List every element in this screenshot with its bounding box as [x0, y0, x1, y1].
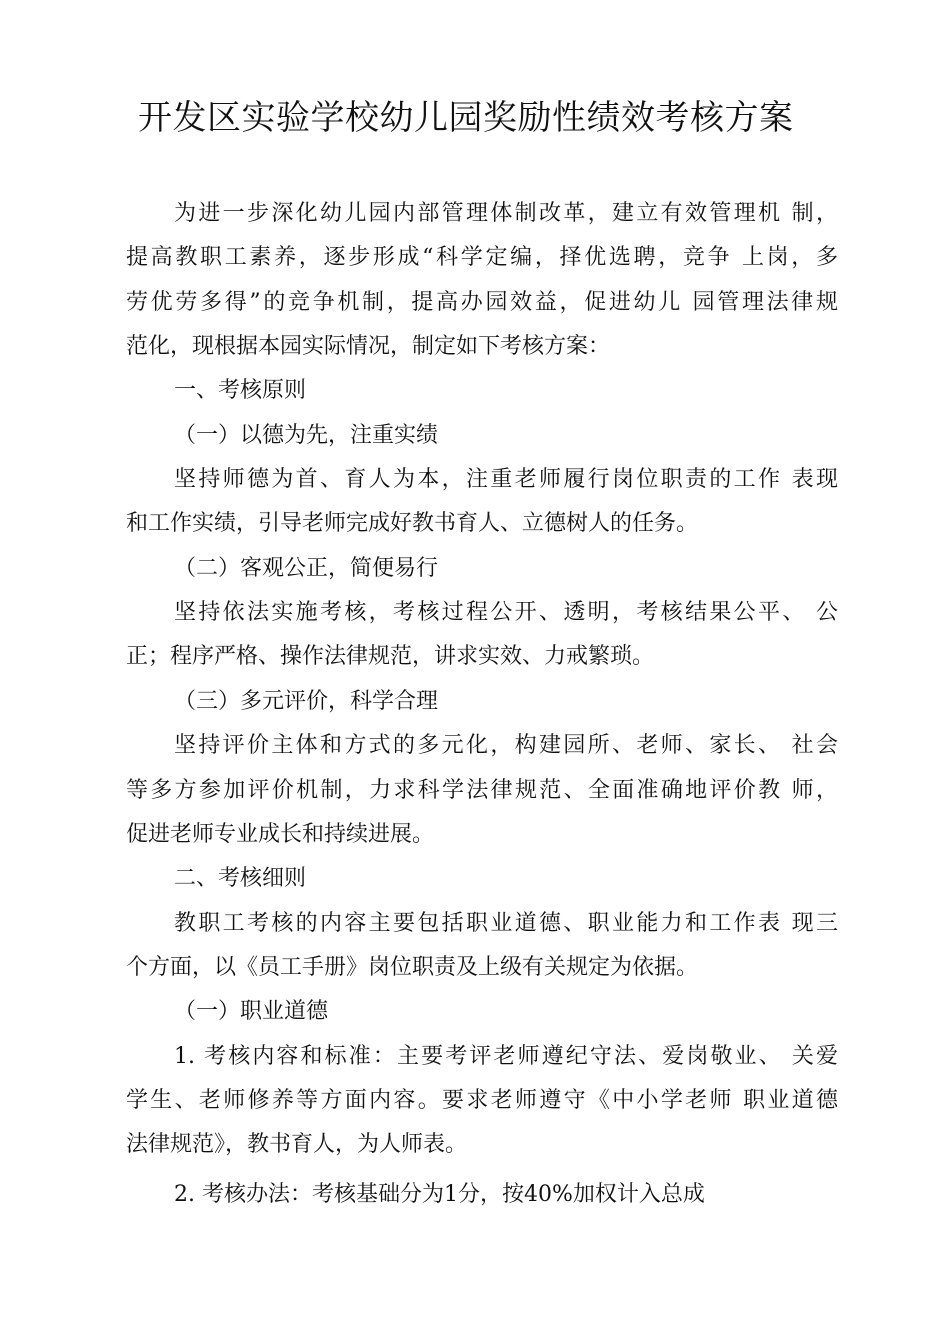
paragraph-line: 等多方参加评价机制，力求科学法律规范、全面准确地评价教 师，	[126, 778, 838, 803]
subsection-heading: （一）职业道德	[174, 999, 329, 1024]
section-heading: 一、考核原则	[174, 378, 307, 403]
paragraph-line: 坚持师德为首、育人为本，注重老师履行岗位职责的工作 表现	[174, 467, 838, 492]
paragraph-line: 2. 考核办法：考核基础分为1分，按40%加权计入总成	[174, 1182, 705, 1207]
paragraph-line: 和工作实绩，引导老师完成好教书育人、立德树人的任务。	[126, 511, 699, 536]
document-title: 开发区实验学校幼儿园奖励性绩效考核方案	[138, 98, 794, 138]
paragraph-line: 个方面，以《员工手册》岗位职责及上级有关规定为依据。	[126, 955, 699, 980]
paragraph-line: 劳优劳多得”的竞争机制，提高办园效益，促进幼儿 园管理法律规	[126, 290, 838, 315]
paragraph-line: 促进老师专业成长和持续进展。	[126, 822, 435, 847]
paragraph-line: 1. 考核内容和标准：主要考评老师遵纪守法、爱岗敬业、 关爱	[174, 1044, 838, 1069]
paragraph-line: 为进一步深化幼儿园内部管理体制改革，建立有效管理机 制，	[174, 201, 838, 226]
paragraph-line: 教职工考核的内容主要包括职业道德、职业能力和工作表 现三	[174, 911, 838, 936]
paragraph-line: 法律规范》，教书育人，为人师表。	[126, 1132, 468, 1157]
paragraph-line: 坚持评价主体和方式的多元化，构建园所、老师、家长、 社会	[174, 733, 838, 758]
paragraph-line: 提高教职工素养，逐步形成“科学定编，择优选聘，竞争 上岗，多	[126, 245, 838, 270]
subsection-heading: （二）客观公正，简便易行	[174, 556, 439, 581]
section-heading: 二、考核细则	[174, 866, 307, 891]
paragraph-line: 坚持依法实施考核，考核过程公开、透明，考核结果公平、 公	[174, 600, 838, 625]
paragraph-line: 学生、老师修养等方面内容。要求老师遵守《中小学老师 职业道德	[126, 1088, 838, 1113]
paragraph-line: 正；程序严格、操作法律规范，讲求实效、力戒繁琐。	[126, 644, 655, 669]
subsection-heading: （一）以德为先，注重实绩	[174, 423, 439, 448]
subsection-heading: （三）多元评价，科学合理	[174, 689, 439, 714]
paragraph-line: 范化，现根据本园实际情况，制定如下考核方案：	[126, 334, 611, 359]
